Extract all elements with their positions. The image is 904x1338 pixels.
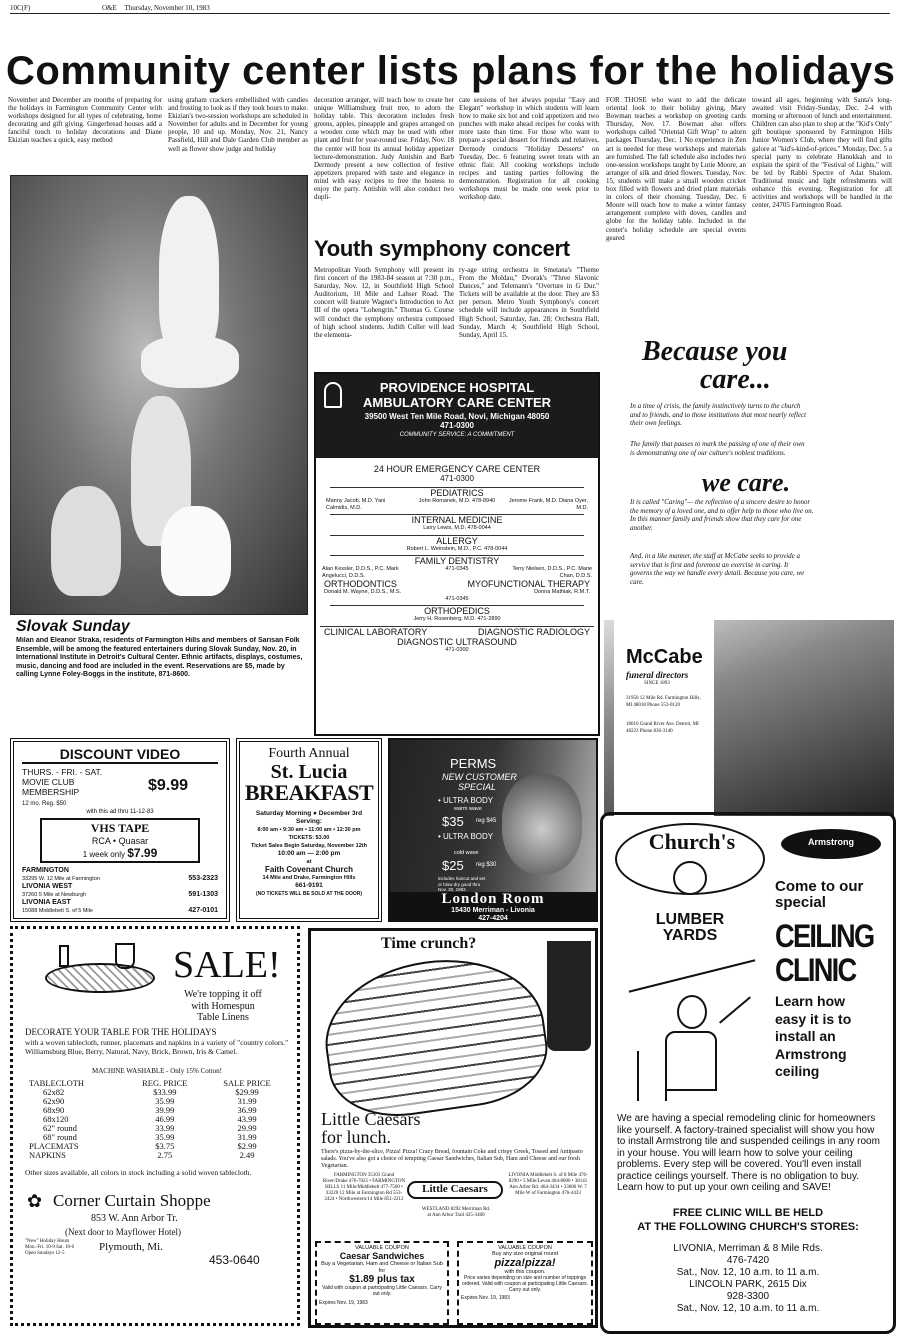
mccabe-we-care: we care. <box>702 468 791 497</box>
myofunctional-therapist: Donna Mathiak, R.M.T. <box>534 589 590 595</box>
pediatrics-doctors-right: Jerome Frank, M.D. Diana Oyer, M.D. <box>508 498 588 511</box>
london-price-2: $25 <box>442 858 464 873</box>
allergy-doctor: Robert L. Weinstein, M.D., P.C. 478-0044 <box>406 545 508 552</box>
table-header-sale-price: SALE PRICE <box>223 1078 271 1088</box>
youth-symphony-headline: Youth symphony concert <box>314 236 570 261</box>
st-lucia-line-1: Fourth Annual <box>268 746 350 761</box>
london-ultra-2-sub: cold wave <box>454 850 479 856</box>
coupon-1-text: Buy a Vegetarian, Ham and Cheese or Italian Sub for <box>321 1261 443 1274</box>
article-column-5: FOR THOSE who want to add the delicate oriental look to their holiday giving, Mary Bowman teaches a workshop on greeting cards Thursday, Nov. 17. Bowman also offers workshops called "Oriental Gift Wrap" to adorn packages Thursday, Dec. 1 No experience in Zen art is needed for these workshops and materials are furnished. The fall schedule also includes two one-session workshops taught by Lutie Moore, an arranger of silk and dried flowers. Tuesday, Nov. 15, students will make a small wooden cricket box filled with flowers and dried plant materials in colors of their choosing. Tuesday, Dec. 6 Moore will teach how to make a winter fantasy arrangement complete with doves, candles and globe for the holiday table. Included in the center's holiday schedule are special events geared <box>606 96 746 242</box>
orthopedics-doctor: Jerry H. Rosenberg, M.D. 471-2890 <box>413 616 501 622</box>
store-2-time: Sat., Nov. 12, 10 a.m. to 11 a.m. <box>676 1303 820 1314</box>
flower-icon: ✿ <box>27 1191 43 1211</box>
coupon-1-expiry: Expires Nov. 19, 1983 <box>319 1300 368 1306</box>
emergency-care-phone: 471-0300 <box>440 474 474 483</box>
table-cell: 36.99 <box>237 1105 257 1115</box>
curtain-store-next-to: (Next door to Mayflower Hotel) <box>65 1227 181 1237</box>
video-location-2-address: 37260 5 Mile at Newburgh <box>22 892 87 898</box>
table-cell: 39.99 <box>155 1105 175 1115</box>
caesars-title-1: Little Caesars <box>321 1109 421 1129</box>
vhs-brands: RCA • Quasar <box>91 836 149 846</box>
table-row <box>25 1151 289 1160</box>
caesars-description: There's pizza-by-the-slice, Pizza! Pizza! Crazy Bread, fountain Coke and crispy Greek, Tossed and Antipasto salads. You've also got a choice of tempting Caesar Sandwiches, Italian Sub, Ham and Cheese and our fresh Vegetarian. <box>321 1149 583 1169</box>
ceiling-installer-drawing <box>617 955 767 1107</box>
mccabe-logo: McCabe <box>626 646 703 668</box>
mccabe-heading-1: Because you <box>642 336 788 367</box>
store-2-name: LINCOLN PARK, 2615 Dix <box>689 1279 807 1290</box>
coupon-pizza[interactable] <box>457 1241 593 1325</box>
emergency-care-label: 24 HOUR EMERGENCY CARE CENTER <box>373 464 541 474</box>
discount-video-title: DISCOUNT VIDEO <box>22 746 218 764</box>
video-location-3-phone: 427-0101 <box>188 907 218 914</box>
video-days: THURS. - FRI. - SAT. <box>22 767 103 777</box>
slovak-dancers-photo <box>10 175 308 615</box>
coupon-1-fine: Valid with coupon at participating Little Caesars. Carry out only. <box>322 1285 442 1297</box>
mccabe-heading-2: care... <box>700 364 771 395</box>
curtain-price-table <box>25 1079 289 1160</box>
photo-caption-text: Milan and Eleanor Straka, residents of Farmington Hills and members of Sarisan Folk Ensemble, will be among the featured entertainers during Slovak Sunday, Nov. 20, in International Institute in Detroit's Cultural Center. Ethnic artifacts, displays, costumes, music, dancing and food are included in the event. Reservations are $5, made by calling Lynne Foley-Boggs in the institute, 871-8600. <box>16 637 303 678</box>
churchs-mascot-icon <box>673 861 707 895</box>
cola-cup-illustration <box>547 941 591 1051</box>
london-room-address: 15430 Merriman - Livonia <box>451 907 535 914</box>
article-column-2: using graham crackers embellished with candies and frosting to look as if they took hours to make. Ekizian's two-session workshops are scheduled in November for adults and in December for young people, 10 and up. Monday, Nov. 21, Nancy Passfield, Hill and Dale Garden Club member as well as flower show judge and holiday <box>168 96 308 153</box>
mccabe-since: SINCE 1893 <box>644 681 670 686</box>
vhs-price: $7.99 <box>127 846 158 860</box>
store-2-phone: 928-3300 <box>726 1291 770 1302</box>
london-perms: PERMS <box>450 756 497 771</box>
table-cell: 35.99 <box>155 1096 175 1106</box>
curtain-store-address: 853 W. Ann Arbor Tr. <box>91 1213 178 1224</box>
london-price-1: $35 <box>442 814 464 829</box>
ultrasound-label: DIAGNOSTIC ULTRASOUND <box>397 636 517 647</box>
curtain-topping-3: Table Linens <box>197 1012 249 1023</box>
table-cell: 31.99 <box>237 1096 257 1106</box>
caesars-logo: Little Caesars <box>422 1183 488 1195</box>
article-column-3: decoration arranger, will teach how to create her unique Williamsburg fruit tree, to adorn the holiday table. This decoration includes fresh greens, apples, pineapple and grapes arranged on a wooden cone which may be used with other plant and fruit for year-round use. Friday, Nov. 18 the center will host its annual holiday appetizer lecture-demonstration. Judy Antishin and Barb Dermody present a new collection of festive appetizers prepared with taste and elegance in mind with easy recipes to free the hostess to enjoy the party. Antishin will also conduct two dupli- <box>314 96 454 202</box>
providence-title-1: PROVIDENCE HOSPITAL <box>379 380 535 395</box>
churchs-logo-sub-1: LUMBER <box>655 911 725 928</box>
ceiling-clinic-line-2: CLINIC <box>775 952 856 988</box>
coupon-2-with: with this coupon. <box>504 1269 546 1275</box>
st-lucia-line-3: BREAKFAST <box>244 780 374 805</box>
london-reg-1: reg $45 <box>476 818 497 824</box>
caesars-title-2: for lunch. <box>321 1127 391 1147</box>
table-cell: PLACEMATS <box>29 1141 79 1151</box>
london-special-1: NEW CUSTOMER <box>442 772 517 782</box>
table-cell: 33.99 <box>155 1123 175 1133</box>
table-header-reg-price: REG. PRICE <box>142 1078 188 1088</box>
st-lucia-ticket-sales: Ticket Sales Begin Saturday, November 12th <box>251 843 367 849</box>
table-cell: 62x82 <box>43 1087 65 1097</box>
churchs-free-2: AT THE FOLLOWING CHURCH'S STORES: <box>637 1221 859 1233</box>
clinical-lab-label: CLINICAL LABORATORY <box>324 626 428 637</box>
paper-name: O&E <box>101 4 117 12</box>
churchs-lumber-ad <box>600 812 896 1334</box>
table-cell: 68x90 <box>43 1105 65 1115</box>
article-column-6: toward all ages, beginning with Santa's long-awaited visit Friday-Sunday, Dec. 2-4 with morning or afternoon of lunch and entertainment. Children can also plan to shop at the "Kid's Only" gift boutique sponsored by Farmington Hills Junior Women's Club, where they will find gifts galore at "kid's-kind-of-prices." Monday, Dec. 5 a special party to celebrate Hanukkah and to explain the spirit of the "Festival of Lights," will be led by Rabbi Spectre of Adat Shalom. Traditional music and light refreshments will enhance this evening. Registration for all activities and workshops will be handled in the center, 24705 Farmington Road. <box>752 96 892 210</box>
curtain-store-name: Corner Curtain Shoppe <box>53 1191 211 1210</box>
table-cell: $29.99 <box>235 1087 259 1097</box>
coupon-2-buy: Buy any size original round <box>491 1251 559 1257</box>
churchs-logo: Church's <box>648 829 736 854</box>
store-1-phone: 476-7420 <box>726 1255 770 1266</box>
st-lucia-breakfast-ad <box>236 738 382 922</box>
orthodontics-phone: 471-0345 <box>445 595 469 602</box>
dentistry-doctors-left: Alan Kessler, D.D.S., P.C. Mark Angelucci, D.D.S. <box>322 566 399 579</box>
vhs-duration: 1 week only <box>82 850 125 859</box>
churchs-body-text: We are having a special remodeling clinic for homeowners like yourself. A factory-trained specialist will show you how to install Armstrong tile and suspended ceilings in any room in your house. You will learn how to solve your ceiling problems. Every step will be covered. You'll even install practice ceilings yourself. There is no obligation to buy. Learn how to put up your own ceiling and SAVE! <box>617 1113 880 1193</box>
providence-address: 39500 West Ten Mile Road, Novi, Michigan 48050 <box>364 412 550 421</box>
dentistry-doctors-right: Terry Nielsen, D.D.S., P.C. Marie Chan, D.D.S. <box>512 566 592 579</box>
st-lucia-ticket-price: TICKETS: $3.00 <box>288 835 330 841</box>
mccabe-paragraph-2: The family that pauses to mark the passing of one of their own is demonstrating one of our culture's noblest traditions. <box>630 440 805 457</box>
mccabe-paragraph-3: It is called "Caring"— the reflection of a sincere desire to honor the memory of a loved one, and to offer help to those who live on. In this manner family and friends show that they care for one another. <box>630 498 814 532</box>
st-lucia-line-2: St. Lucia <box>270 761 348 783</box>
page-number: 10C(F) <box>10 4 31 12</box>
churchs-learn-text: Learn how easy it is to install an Armstrong ceiling <box>775 993 852 1079</box>
radiology-label: DIAGNOSTIC RADIOLOGY <box>477 626 590 637</box>
mccabe-address-2: 18010 Grand River Ave. Detroit, MI 48223 Phone 836-3140 <box>626 722 699 734</box>
video-location-2-name: LIVONIA WEST <box>22 883 73 890</box>
caesars-time-crunch: Time crunch? <box>381 935 477 952</box>
mccabe-logo-sub: funeral directors <box>626 670 689 680</box>
video-location-3-address: 15088 Middlebelt S. of 5 Mile <box>22 908 93 914</box>
discount-video-ad <box>10 738 230 922</box>
st-lucia-church-address: 14 Mile and Drake, Farmington Hills <box>262 875 356 881</box>
caesars-locations-right: LIVONIA Middlebelt S. of 8 Mile 476-8290 • 5 Mile/Levan 464-8000 • 38141 Ann Arbor Rd. 464-3434 • 33606 W. 7 Mile W of Farmington 476-4433 <box>508 1173 588 1196</box>
st-lucia-church-phone: 661-9191 <box>295 882 323 889</box>
st-lucia-times: 8:00 am • 9:30 am • 11:00 am • 12:30 pm <box>257 827 361 833</box>
curtain-store-city: Plymouth, Mi. <box>99 1241 163 1253</box>
table-cell: NAPKINS <box>29 1150 66 1160</box>
table-cell: 35.99 <box>155 1132 175 1142</box>
photo-caption-title: Slovak Sunday <box>16 618 130 635</box>
table-cell: 46.99 <box>155 1114 175 1124</box>
video-location-2-phone: 591-1303 <box>188 891 218 898</box>
providence-phone: 471-0300 <box>440 421 474 430</box>
curtain-sale: SALE! <box>173 944 281 986</box>
mccabe-paragraph-1: In a time of crisis, the family instinctively turns to the church and to friends, and to those institutions that most nearly reflect their own feelings. <box>630 402 807 427</box>
table-cell: $33.99 <box>153 1087 177 1097</box>
little-caesars-ad <box>308 928 598 1328</box>
london-special-2: SPECIAL <box>458 782 497 792</box>
video-location-1-address: 33295 W. 12 Mile at Farmington <box>22 876 100 882</box>
providence-logo-icon <box>324 382 342 408</box>
london-room-model-image <box>502 774 582 874</box>
video-offer-line-2: MEMBERSHIP <box>22 787 80 797</box>
pediatrics-label: PEDIATRICS <box>430 488 484 498</box>
curtain-decorate: DECORATE YOUR TABLE FOR THE HOLIDAYS <box>25 1027 217 1037</box>
table-cell: 31.99 <box>237 1132 257 1142</box>
diagnostic-phone: 471-0300 <box>445 646 469 653</box>
churchs-free-1: FREE CLINIC WILL BE HELD <box>672 1207 824 1219</box>
churchs-logo-sub-2: YARDS <box>662 927 718 944</box>
coupon-2-expiry: Expires Nov. 19, 1983 <box>461 1295 510 1301</box>
internal-medicine-doctor: Larry Lewis, M.D. 478-0044 <box>423 525 491 531</box>
corner-curtain-ad <box>10 926 300 1326</box>
store-1-name: LIVONIA, Merriman & 8 Mile Rds. <box>673 1243 823 1254</box>
table-cell: $2.99 <box>237 1141 257 1151</box>
coupon-1-title: Caesar Sandwiches <box>339 1251 425 1261</box>
london-reg-2: reg $30 <box>476 862 497 868</box>
video-offer-line-1: MOVIE CLUB <box>22 777 75 787</box>
st-lucia-note: (NO TICKETS WILL BE SOLD AT THE DOOR) <box>255 891 362 897</box>
st-lucia-church: Faith Covenant Church <box>264 865 353 874</box>
article-column-1: November and December are months of preparing for the holidays in Farmington Community Center with workshops designed for all types of celebrating, home decorating and gift giving. Gingerbread houses add a fanciful touch to holiday decorations and Diane Ekizian teaches a quick, easy method <box>8 96 162 145</box>
coupon-sandwiches[interactable] <box>315 1241 449 1325</box>
curtain-description: with a woven tablecloth, runner, placemats and napkins in a variety of "country colors." Williamsburg Blue, Berry, Natural, Navy, Brick, Brown, Iris & Camel. <box>25 1038 289 1056</box>
allergy-label: ALLERGY <box>436 535 478 546</box>
curtain-washable: MACHINE WASHABLE - Only 15% Cotton! <box>92 1067 222 1075</box>
sandwich-illustration <box>316 946 555 1125</box>
pediatrics-doctors-left: Manny Jacob, M.D. Yani Calmidis, M.D. <box>326 498 386 511</box>
article-column-4: cate sessions of her always popular "Easy and Elegant" workshop in which students will learn how to make six hot and cold appetizers and two punches with make ahead recipes for cooks with more taste than time. For those who want to prepare a special dessert for friends and relatives, Dermody conducts "Holiday Desserts" on Tuesday, Dec. 6 featuring sweet treats with an ethnic flair. All cooking workshops include recipes and tasting parties following the demonstration. Registration for all cooking workshops must be made one week prior to workshop date. <box>459 96 599 202</box>
providence-title-2: AMBULATORY CARE CENTER <box>362 395 552 410</box>
video-regular-price: 12 mo. Reg. $50 <box>22 801 67 807</box>
table-cell: 68x120 <box>43 1114 69 1124</box>
st-lucia-at: at <box>306 859 312 865</box>
youth-column-1: Metropolitan Youth Symphony will present its first concert of the 1983-84 season at 7:30 p.m., Saturday, Nov. 12, in Southfield High School Auditorium, 10 Mile and Lahser Road. The concert will feature Wagner's Introduction to Act III of the opera "Lohengrin." Thomas G. Course will conduct the symphony orchestra composed of high school students. Judith Culler will lead the elementa- <box>314 266 454 339</box>
table-cell: 43.99 <box>237 1114 257 1124</box>
london-fine-print: includes haircut and set or blow dry good thru Nov. 30, 1983 <box>438 876 486 892</box>
coupon-2-fine: Price varies depending on size and number of toppings ordered. Valid with coupon at participating Little Caesars. Carry out only. <box>461 1275 589 1293</box>
mccabe-funeral-ad <box>604 330 894 816</box>
providence-slogan: COMMUNITY SERVICE: A COMMITMENT <box>399 432 515 438</box>
coupon-1-head: VALUABLE COUPON <box>355 1245 409 1251</box>
page-date: Thursday, November 10, 1983 <box>124 4 210 12</box>
table-cell: $3.75 <box>155 1141 175 1151</box>
family-dentistry-label: FAMILY DENTISTRY <box>414 556 500 566</box>
providence-header <box>316 374 598 458</box>
video-membership-price: $9.99 <box>147 777 188 794</box>
page-folio <box>10 4 890 14</box>
video-location-1-name: FARMINGTON <box>22 867 69 874</box>
curtain-store-phone: 453-0640 <box>209 1253 260 1267</box>
myofunctional-label: MYOFUNCTIONAL THERAPY <box>467 579 590 589</box>
orthopedics-label: ORTHOPEDICS <box>424 606 490 616</box>
coupon-2-title: pizza!pizza! <box>494 1257 556 1269</box>
st-lucia-serving-label: Serving: <box>295 818 322 825</box>
table-header-tablecloth: TABLECLOTH <box>29 1078 85 1088</box>
table-cell: 68" round <box>43 1132 77 1142</box>
caesars-locations-left: FARMINGTON 35103 Grand River/Drake 476-7025 • FARMINGTON HILLS 11 Mile/Middlebelt 477-7500 • 33220 12 Mile at Farmington Rd 553-2424 • Northwestern/14 Mile 851-2212 <box>322 1173 406 1202</box>
dentistry-phone: 471-0345 <box>445 566 469 572</box>
table-cell: 29.99 <box>237 1123 257 1133</box>
table-cell: 2.49 <box>239 1150 255 1160</box>
st-lucia-when: Saturday Morning ● December 3rd <box>255 810 363 817</box>
mccabe-paragraph-4: And, in a like manner, the staff at McCabe seeks to provide a service that is first and foremost an exercise in caring. It governs the way we handle every detail. Because you care, we care. <box>630 552 805 586</box>
orthodontics-doctor: Donald M. Wayne, D.D.S., M.S. <box>324 589 402 595</box>
churchs-come-text: Come to our special <box>775 878 864 911</box>
table-cell: 62x90 <box>43 1096 65 1106</box>
table-cell: 2.75 <box>157 1150 173 1160</box>
store-1-time: Sat., Nov. 12, 10 a.m. to 11 a.m. <box>676 1267 820 1278</box>
armstrong-badge-text: Armstrong <box>807 837 854 847</box>
mccabe-address-1: 31950 12 Mile Rd. Farmington Hills, MI 48018 Phone 553-0120 <box>626 696 701 708</box>
table-cell: 62" round <box>43 1123 77 1133</box>
video-location-1-phone: 553-2323 <box>188 875 218 882</box>
london-room-phone: 427-4204 <box>478 915 508 922</box>
london-ultra-1: • ULTRA BODY <box>438 796 494 805</box>
curtain-store-hours: "New" Holiday Hours Mon.-Fri. 10-9 Sat. 10-6 Open Sundays 12-5 <box>25 1239 75 1256</box>
london-ultra-2: • ULTRA BODY <box>438 832 494 841</box>
curtain-topping-1: We're topping it off <box>184 989 262 1000</box>
curtain-other-sizes: Other sizes available, all colors in stock including a solid woven tablecloth. <box>25 1168 252 1177</box>
caesars-locations-mid: WESTLAND 8292 Merriman Rd. at Ann Arbor Trail 425-3400 <box>421 1207 491 1218</box>
youth-column-2: ry-age string orchestra in Smetana's "Theme From the Moldau," Dvorak's "Three Slavonic Dances," and Telemann's "Overture in G Dur." Tickets will be available at the door. They are $3 per person. Metro Youth Symphony's concert schedule will include appearances in Southfield High School, Saturday, Jan. 28; Orchestra Hall, Sunday, March 4; Southfield High School, Sunday, April 15. <box>459 266 599 339</box>
pediatrics-doctor-mid: John Romanek, M.D. 478-8940 <box>418 498 496 504</box>
st-lucia-sales-time: 10:00 am — 2:00 pm <box>277 850 341 857</box>
london-room-ad <box>388 738 598 922</box>
video-location-3-name: LIVONIA EAST <box>22 899 71 906</box>
orthodontics-label: ORTHODONTICS <box>324 579 397 589</box>
london-room-name: London Room <box>441 891 545 907</box>
curtain-topping-2: with Homespun <box>191 1000 255 1012</box>
vhs-tape-title: VHS TAPE <box>90 821 150 835</box>
video-ad-valid: with this ad thru 11-12-83 <box>86 809 154 815</box>
providence-hospital-ad <box>314 372 600 736</box>
coupon-2-head: VALUABLE COUPON <box>498 1245 552 1251</box>
ceiling-clinic-line-1: CEILING <box>775 918 874 954</box>
internal-medicine-label: INTERNAL MEDICINE <box>411 515 503 525</box>
table-linens-drawing <box>35 943 165 1013</box>
coupon-1-price: $1.89 plus tax <box>349 1274 415 1285</box>
london-ultra-1-sub: warm wave <box>454 806 482 812</box>
page-headline: Community center lists plans for the holidays <box>6 49 896 93</box>
